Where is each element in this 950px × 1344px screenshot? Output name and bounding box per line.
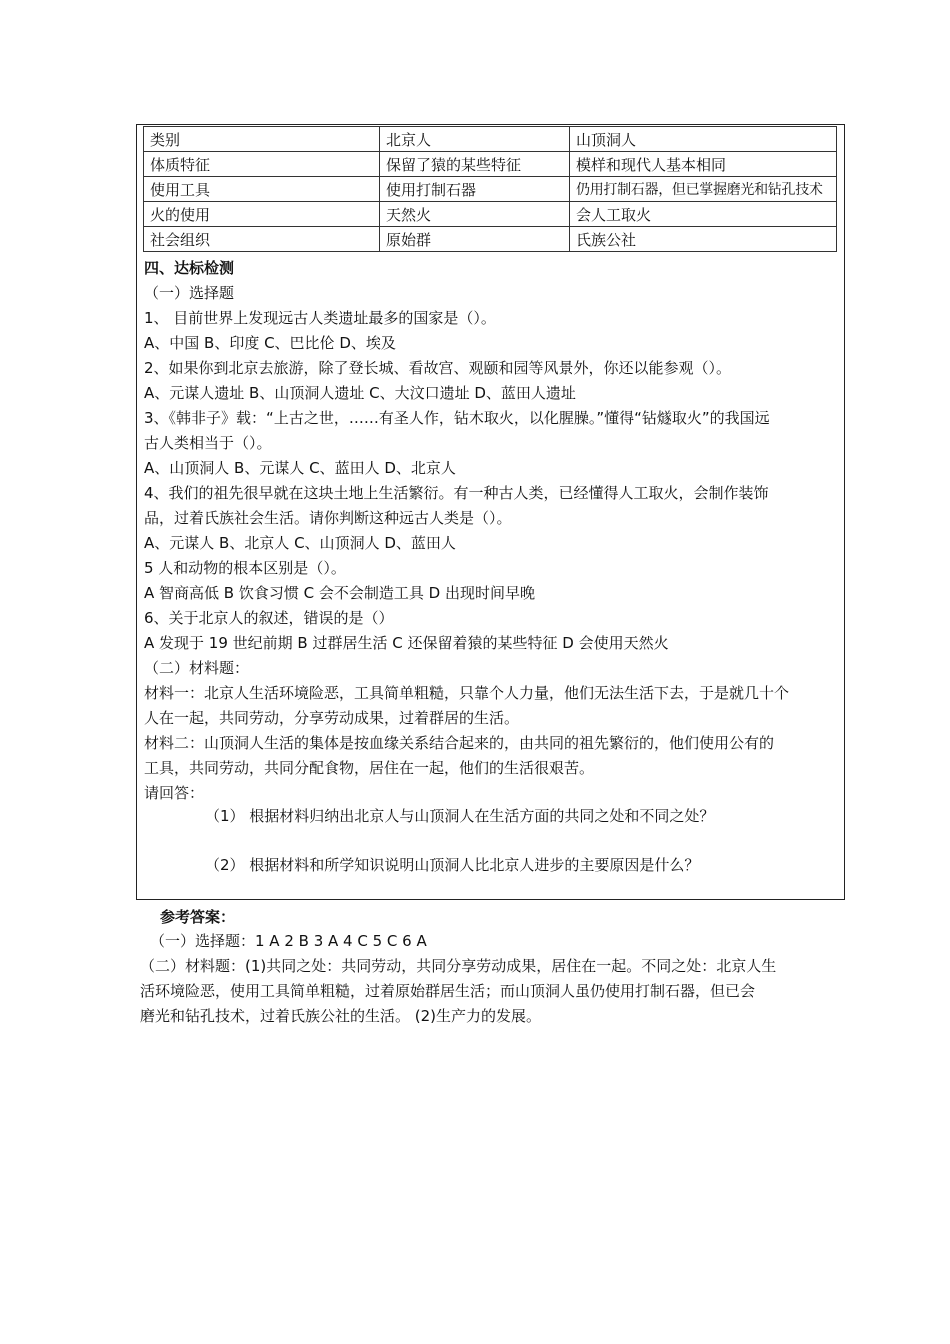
table-cell: 山顶洞人 xyxy=(570,127,837,152)
table-cell: 类别 xyxy=(144,127,380,152)
question-options: A 发现于 19 世纪前期 B 过群居生活 C 还保留着猿的某些特征 D 会使用天然火 xyxy=(144,634,669,652)
question-text: 品，过着氏族社会生活。请你判断这种远古人类是（）。 xyxy=(144,509,512,527)
answer-line: 磨光和钻孔技术，过着氏族公社的生活。 (2)生产力的发展。 xyxy=(140,1007,542,1025)
question-options: A、山顶洞人 B、元谋人 C、蓝田人 D、北京人 xyxy=(144,459,456,477)
material-text: 材料一：北京人生活环境险恶，工具简单粗糙，只靠个人力量，他们无法生活下去，于是就几十个 xyxy=(144,684,790,702)
prompt-label: 请回答： xyxy=(144,784,205,802)
table-cell: 天然火 xyxy=(380,202,570,227)
question-text: 4、我们的祖先很早就在这块土地上生活繁衍。有一种古人类，已经懂得人工取火，会制作装饰 xyxy=(144,484,769,502)
table-cell: 北京人 xyxy=(380,127,570,152)
material-text: 人在一起，共同劳动，分享劳动成果，过着群居的生活。 xyxy=(144,709,520,727)
question-text: 1、 目前世界上发现远古人类遗址最多的国家是（）。 xyxy=(144,309,496,327)
table-cell: 体质特征 xyxy=(144,152,380,177)
section-title: 四、达标检测 xyxy=(144,259,235,277)
question-text: 古人类相当于（）。 xyxy=(144,434,272,452)
table-cell: 使用打制石器 xyxy=(380,177,570,202)
table-cell: 会人工取火 xyxy=(570,202,837,227)
table-cell: 保留了猿的某些特征 xyxy=(380,152,570,177)
sub-question: （2） 根据材料和所学知识说明山顶洞人比北京人进步的主要原因是什么？ xyxy=(205,856,700,874)
part-heading: （一）选择题 xyxy=(144,284,235,302)
material-text: 工具，共同劳动，共同分配食物，居住在一起，他们的生活很艰苦。 xyxy=(144,759,595,777)
question-text: 5 人和动物的根本区别是（）。 xyxy=(144,559,346,577)
table-cell: 模样和现代人基本相同 xyxy=(570,152,837,177)
question-options: A、中国 B、印度 C、巴比伦 D、埃及 xyxy=(144,334,396,352)
table-cell: 火的使用 xyxy=(144,202,380,227)
answer-line: （一）选择题：1 A 2 B 3 A 4 C 5 C 6 A xyxy=(150,932,427,950)
question-options: A、元谋人 B、北京人 C、山顶洞人 D、蓝田人 xyxy=(144,534,456,552)
answer-line: （二）材料题：(1)共同之处：共同劳动，共同分享劳动成果，居住在一起。不同之处：北京人生 xyxy=(140,957,777,975)
question-text: 2、如果你到北京去旅游，除了登长城、看故宫、观颐和园等风景外，你还以能参观（）。 xyxy=(144,359,732,377)
table-row xyxy=(144,202,837,227)
comparison-table xyxy=(143,126,837,252)
table-cell: 氏族公社 xyxy=(570,227,837,252)
part-heading: （二）材料题： xyxy=(144,659,250,677)
question-text: 6、关于北京人的叙述，错误的是（） xyxy=(144,609,394,627)
answers-title: 参考答案： xyxy=(160,908,236,926)
table-cell: 使用工具 xyxy=(144,177,380,202)
table-row xyxy=(144,177,837,202)
table-row xyxy=(144,127,837,152)
material-text: 材料二：山顶洞人生活的集体是按血缘关系结合起来的，由共同的祖先繁衍的，他们使用公有的 xyxy=(144,734,775,752)
table-row xyxy=(144,227,837,252)
question-options: A、元谋人遗址 B、山顶洞人遗址 C、大汶口遗址 D、蓝田人遗址 xyxy=(144,384,576,402)
table-cell: 社会组织 xyxy=(144,227,380,252)
table-cell: 原始群 xyxy=(380,227,570,252)
answer-line: 活环境险恶，使用工具简单粗糙，过着原始群居生活；而山顶洞人虽仍使用打制石器，但已会 xyxy=(140,982,756,1000)
table-row xyxy=(144,152,837,177)
sub-question: （1） 根据材料归纳出北京人与山顶洞人在生活方面的共同之处和不同之处？ xyxy=(205,807,715,825)
question-options: A 智商高低 B 饮食习惯 C 会不会制造工具 D 出现时间早晚 xyxy=(144,584,535,602)
question-text: 3、《韩非子》载：“上古之世，……有圣人作，钻木取火，以化腥臊。”懂得“钻燧取火”的我国远 xyxy=(144,409,770,427)
table-cell: 仍用打制石器，但已掌握磨光和钻孔技术 xyxy=(570,177,837,202)
